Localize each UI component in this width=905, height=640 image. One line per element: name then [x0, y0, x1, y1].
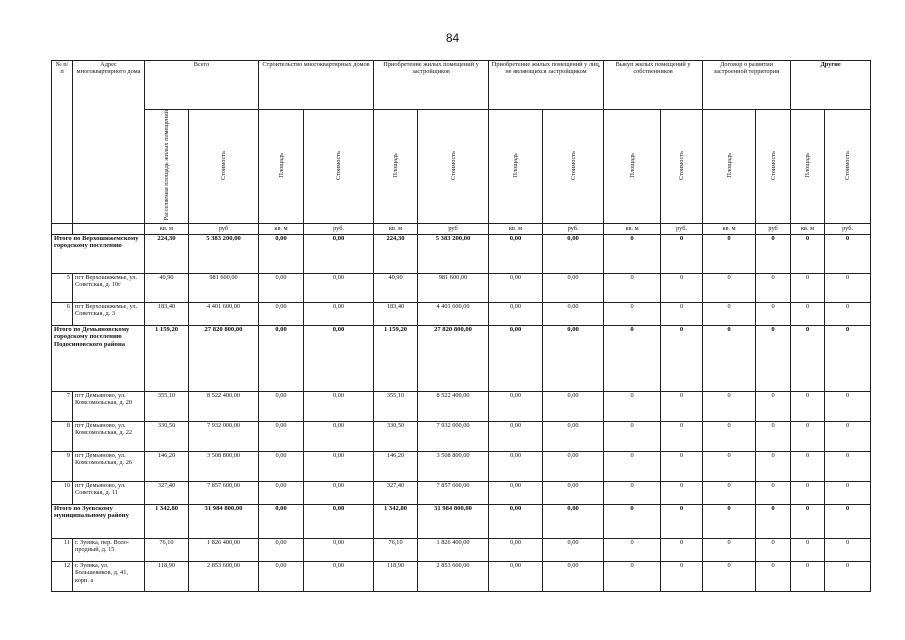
resettlement-table: [51, 60, 871, 592]
subheader-area: Площадь: [791, 110, 825, 224]
header-group-buyout: Выкуп жилых помещений у собственников: [604, 61, 703, 110]
cell-value: 40,90: [374, 273, 418, 302]
cell-value: 0,00: [259, 561, 304, 591]
cell-value: 3 508 800,00: [189, 451, 259, 481]
unit-cell: кв. м: [489, 223, 543, 234]
units-row: [52, 223, 871, 234]
cell-value: 1 159,20: [145, 325, 189, 391]
cell-value: 0: [703, 481, 756, 504]
cell-value: 0,00: [489, 302, 543, 325]
cell-value: 0,00: [489, 391, 543, 421]
subheader-cost: Стоимость: [304, 110, 374, 224]
cell-value: 27 820 800,00: [418, 325, 489, 391]
cell-value: 0,00: [543, 325, 604, 391]
cell-value: 0: [825, 481, 871, 504]
cell-value: 0,00: [543, 451, 604, 481]
cell-value: 0,00: [304, 538, 374, 561]
cell-value: 330,50: [145, 421, 189, 451]
row-address: пгт Демьяново, ул. Советская, д. 11: [73, 481, 145, 504]
subheader-area: Площадь: [374, 110, 418, 224]
cell-value: 0: [756, 504, 791, 538]
cell-value: 224,30: [145, 234, 189, 273]
cell-value: 0: [825, 273, 871, 302]
cell-value: 27 820 800,00: [189, 325, 259, 391]
cell-value: 2 853 600,00: [189, 561, 259, 591]
cell-value: 4 401 600,00: [418, 302, 489, 325]
cell-value: 146,20: [145, 451, 189, 481]
cell-value: 0: [791, 451, 825, 481]
subheader-total-area: Расселяемая площадь жилых помещений: [145, 110, 189, 224]
cell-value: 981 600,00: [418, 273, 489, 302]
row-address: пгт Верхошижемье, ул. Советская, д. 10г: [73, 273, 145, 302]
table-row: [52, 481, 871, 504]
cell-value: 0: [756, 421, 791, 451]
cell-value: 0: [604, 481, 661, 504]
cell-value: 1 342,80: [374, 504, 418, 538]
cell-value: 0: [604, 234, 661, 273]
cell-value: 0: [703, 325, 756, 391]
cell-value: 0,00: [259, 273, 304, 302]
cell-value: 0: [791, 273, 825, 302]
unit-cell: руб: [418, 223, 489, 234]
unit-cell: руб: [756, 223, 791, 234]
cell-value: 0,00: [489, 325, 543, 391]
cell-value: 0: [703, 504, 756, 538]
cell-value: 0,00: [304, 451, 374, 481]
subtotal-row: [52, 504, 871, 538]
cell-value: 0: [791, 234, 825, 273]
cell-value: 0,00: [489, 421, 543, 451]
subheader-area: Площадь: [259, 110, 304, 224]
row-address: пгт Демьяново, ул. Комсомольская, д. 22: [73, 421, 145, 451]
cell-value: 0,00: [543, 234, 604, 273]
cell-value: 0: [661, 391, 703, 421]
cell-value: 0: [604, 561, 661, 591]
cell-value: 355,10: [374, 391, 418, 421]
header-group-non-developers: Приобретение жилых помещений у лиц, не являющихся застройщиком: [489, 61, 604, 110]
cell-value: 2 853 600,00: [418, 561, 489, 591]
cell-value: 7 932 000,00: [189, 421, 259, 451]
cell-value: 0,00: [304, 302, 374, 325]
unit-cell: руб.: [543, 223, 604, 234]
cell-value: 0: [825, 234, 871, 273]
header-group-other: Другие: [791, 61, 871, 110]
cell-value: 0: [756, 391, 791, 421]
cell-value: 0: [661, 325, 703, 391]
row-address: г. Зуевка, пер. Воло-продный, д. 15: [73, 538, 145, 561]
cell-value: 0,00: [304, 421, 374, 451]
cell-value: 0,00: [304, 273, 374, 302]
cell-value: 0,00: [543, 538, 604, 561]
cell-value: 5 383 200,00: [189, 234, 259, 273]
cell-value: 0: [703, 302, 756, 325]
cell-value: 7 857 600,00: [189, 481, 259, 504]
unit-cell: кв. м: [703, 223, 756, 234]
cell-value: 0: [756, 325, 791, 391]
header-number: № п/п: [52, 61, 73, 224]
cell-value: 4 401 600,00: [189, 302, 259, 325]
cell-value: 0: [703, 234, 756, 273]
subtotal-label: Итого по Зуевскому муниципальному району: [52, 504, 145, 538]
cell-value: 0: [791, 325, 825, 391]
cell-value: 0: [604, 302, 661, 325]
cell-value: 0: [703, 538, 756, 561]
cell-value: 0: [604, 391, 661, 421]
header-group-construction: Строительство многоквартирных домов: [259, 61, 374, 110]
cell-value: 0,00: [259, 302, 304, 325]
cell-value: 0: [661, 538, 703, 561]
cell-value: 1 159,20: [374, 325, 418, 391]
cell-value: 0,00: [489, 538, 543, 561]
row-number: 6: [52, 302, 73, 325]
cell-value: 0,00: [259, 538, 304, 561]
row-address: пгт Верхошижемье, ул. Советская, д. 3: [73, 302, 145, 325]
cell-value: 0,00: [259, 504, 304, 538]
cell-value: 0,00: [304, 325, 374, 391]
cell-value: 0,00: [304, 504, 374, 538]
cell-value: 0: [703, 273, 756, 302]
table-row: [52, 451, 871, 481]
cell-value: 31 984 800,00: [189, 504, 259, 538]
table-row: [52, 538, 871, 561]
cell-value: 0: [661, 234, 703, 273]
unit-cell: кв. м: [145, 223, 189, 234]
cell-value: 76,10: [374, 538, 418, 561]
cell-value: 0: [661, 302, 703, 325]
cell-value: 1 342,80: [145, 504, 189, 538]
cell-value: 0: [703, 391, 756, 421]
cell-value: 0: [604, 421, 661, 451]
table-row: [52, 273, 871, 302]
row-address: пгт Демьяново, ул. Комсомольская, д. 26: [73, 451, 145, 481]
subheader-cost: Стоимость: [543, 110, 604, 224]
subheader-cost: Стоимость: [661, 110, 703, 224]
cell-value: 0: [703, 451, 756, 481]
cell-value: 0,00: [543, 561, 604, 591]
cell-value: 0,00: [489, 561, 543, 591]
cell-value: 0,00: [259, 234, 304, 273]
cell-value: 981 600,00: [189, 273, 259, 302]
cell-value: 0,00: [304, 391, 374, 421]
cell-value: 0,00: [543, 421, 604, 451]
cell-value: 0,00: [259, 325, 304, 391]
subtotal-row: [52, 325, 871, 391]
subtotal-label: Итого по Демьяновскому городскому поселению Подосиновского района: [52, 325, 145, 391]
cell-value: 0: [756, 561, 791, 591]
cell-value: 0,00: [489, 451, 543, 481]
cell-value: 183,40: [145, 302, 189, 325]
cell-value: 0: [756, 481, 791, 504]
cell-value: 0,00: [543, 481, 604, 504]
subheader-area: Площадь: [604, 110, 661, 224]
cell-value: 8 522 400,00: [189, 391, 259, 421]
unit-cell: кв. м: [604, 223, 661, 234]
cell-value: 3 508 800,00: [418, 451, 489, 481]
cell-value: 0,00: [259, 391, 304, 421]
cell-value: 1 826 400,00: [418, 538, 489, 561]
header-group-developers: Приобретение жилых помещений у застройщиков: [374, 61, 489, 110]
cell-value: 0,00: [543, 391, 604, 421]
cell-value: 0,00: [304, 481, 374, 504]
cell-value: 0: [703, 421, 756, 451]
cell-value: 7 857 600,00: [418, 481, 489, 504]
cell-value: 0,00: [304, 234, 374, 273]
cell-value: 0: [791, 538, 825, 561]
cell-value: 0,00: [489, 481, 543, 504]
row-number: 9: [52, 451, 73, 481]
cell-value: 0: [604, 273, 661, 302]
cell-value: 40,90: [145, 273, 189, 302]
subheader-total-cost: Стоимость: [189, 110, 259, 224]
cell-value: 0: [825, 391, 871, 421]
row-address: пгт Демьяново, ул. Комсомольская, д. 20: [73, 391, 145, 421]
subheader-cost: Стоимость: [418, 110, 489, 224]
cell-value: 0: [791, 421, 825, 451]
cell-value: 0,00: [489, 504, 543, 538]
cell-value: 0,00: [259, 451, 304, 481]
cell-value: 0: [756, 451, 791, 481]
header-address: Адрес многоквартирного дома: [73, 61, 145, 224]
subheader-area: Площадь: [703, 110, 756, 224]
row-number: 7: [52, 391, 73, 421]
cell-value: 0: [791, 302, 825, 325]
table-row: [52, 302, 871, 325]
cell-value: 0: [825, 561, 871, 591]
cell-value: 330,50: [374, 421, 418, 451]
cell-value: 0: [825, 325, 871, 391]
unit-cell: руб.: [825, 223, 871, 234]
header-group-total: Всего: [145, 61, 259, 110]
table-row: [52, 421, 871, 451]
cell-value: 0: [791, 561, 825, 591]
cell-value: 0,00: [543, 504, 604, 538]
cell-value: 0: [825, 538, 871, 561]
cell-value: 1 826 400,00: [189, 538, 259, 561]
cell-value: 0: [791, 481, 825, 504]
cell-value: 76,10: [145, 538, 189, 561]
cell-value: 31 984 800,00: [418, 504, 489, 538]
unit-cell: руб.: [304, 223, 374, 234]
cell-value: 0,00: [489, 273, 543, 302]
cell-value: 7 932 000,00: [418, 421, 489, 451]
cell-value: 0: [791, 391, 825, 421]
cell-value: 0: [661, 481, 703, 504]
unit-cell: руб: [189, 223, 259, 234]
subheader-cost: Стоимость: [825, 110, 871, 224]
cell-value: 0: [791, 504, 825, 538]
row-address: г. Зуевка, ул. Большевиков, д. 41, корп. а: [73, 561, 145, 591]
cell-value: 0,00: [543, 302, 604, 325]
row-number: 11: [52, 538, 73, 561]
cell-value: 0: [604, 538, 661, 561]
cell-value: 0: [661, 421, 703, 451]
cell-value: 0: [756, 273, 791, 302]
cell-value: 183,40: [374, 302, 418, 325]
cell-value: 0: [661, 561, 703, 591]
cell-value: 0: [661, 273, 703, 302]
table-row: [52, 561, 871, 591]
cell-value: 327,40: [374, 481, 418, 504]
unit-cell: кв. м: [374, 223, 418, 234]
cell-value: 0,00: [489, 234, 543, 273]
unit-cell: кв. м: [791, 223, 825, 234]
cell-value: 8 522 400,00: [418, 391, 489, 421]
row-number: 10: [52, 481, 73, 504]
cell-value: 0: [604, 504, 661, 538]
header-group-development-contract: Договор о развитии застроенной территории: [703, 61, 791, 110]
cell-value: 5 383 200,00: [418, 234, 489, 273]
cell-value: 355,10: [145, 391, 189, 421]
cell-value: 0: [604, 325, 661, 391]
unit-cell: кв. м: [259, 223, 304, 234]
cell-value: 0: [756, 302, 791, 325]
cell-value: 0: [825, 421, 871, 451]
cell-value: 0: [661, 451, 703, 481]
cell-value: 0,00: [543, 273, 604, 302]
subheader-cost: Стоимость: [756, 110, 791, 224]
row-number: 12: [52, 561, 73, 591]
cell-value: 0,00: [259, 421, 304, 451]
page-number: 84: [445, 31, 460, 45]
cell-value: 118,90: [145, 561, 189, 591]
cell-value: 0: [825, 451, 871, 481]
cell-value: 0: [756, 538, 791, 561]
unit-cell: руб.: [661, 223, 703, 234]
row-number: 5: [52, 273, 73, 302]
subheader-area: Площадь: [489, 110, 543, 224]
cell-value: 118,90: [374, 561, 418, 591]
cell-value: 0: [756, 234, 791, 273]
cell-value: 0: [703, 561, 756, 591]
cell-value: 0: [661, 504, 703, 538]
cell-value: 0,00: [259, 481, 304, 504]
subtotal-row: [52, 234, 871, 273]
cell-value: 327,40: [145, 481, 189, 504]
cell-value: 224,30: [374, 234, 418, 273]
cell-value: 146,20: [374, 451, 418, 481]
table-row: [52, 391, 871, 421]
cell-value: 0,00: [304, 561, 374, 591]
cell-value: 0: [604, 451, 661, 481]
cell-value: 0: [825, 504, 871, 538]
subtotal-label: Итого по Верхошижемскому городскому поселению: [52, 234, 145, 273]
cell-value: 0: [825, 302, 871, 325]
row-number: 8: [52, 421, 73, 451]
